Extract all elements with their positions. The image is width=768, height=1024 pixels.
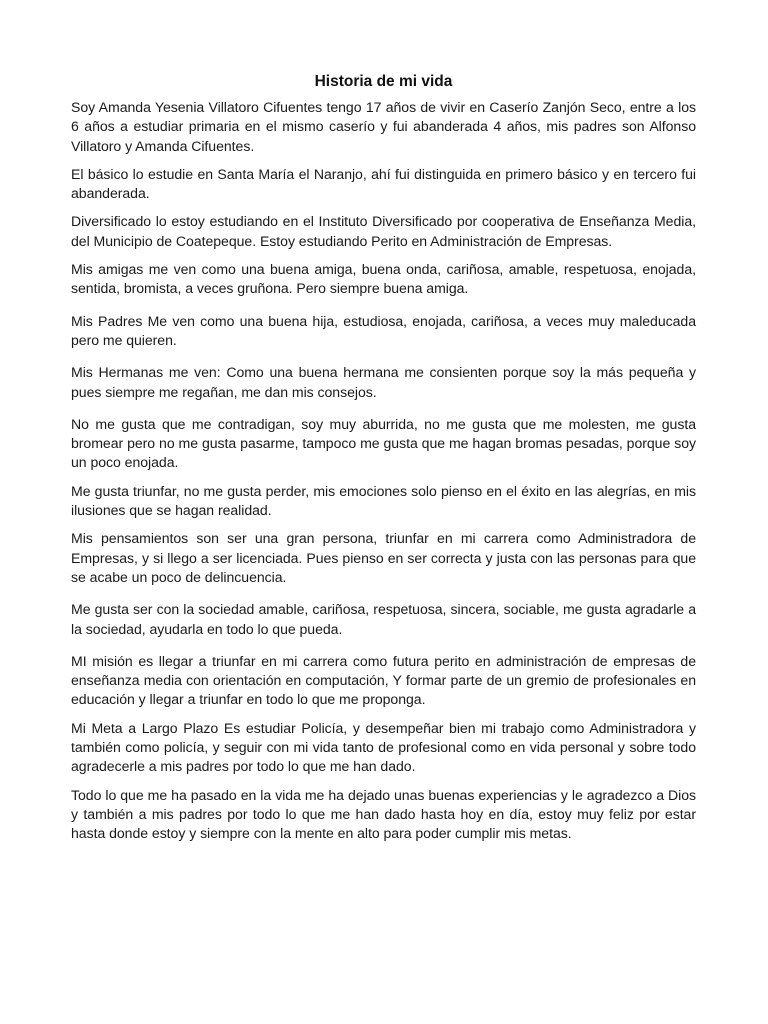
paragraph-sociedad: Me gusta ser con la sociedad amable, cariñosa, respetuosa, sincera, sociable, me gusta agradarle a la sociedad, ayudarla en todo lo que pueda. [71,601,696,637]
document-title: Historia de mi vida [314,73,453,90]
paragraph-pensamientos: Mis pensamientos son ser una gran persona, triunfar en mi carrera como Administradora de Empresas, y si llego a ser licenciada. Pues pienso en ser correcta y justa con las personas para que se acabe un poco de delincuencia. [71,530,696,585]
paragraph-triunfar: Me gusta triunfar, no me gusta perder, mis emociones solo pienso en el éxito en las alegrías, en mis ilusiones que se hagan realidad. [71,482,696,519]
paragraph-basico: El básico lo estudie en Santa María el Naranjo, ahí fui distinguida en primero básico y en tercero fui abanderada. [71,165,696,202]
paragraph-conclusion: Todo lo que me ha pasado en la vida me ha dejado unas buenas experiencias y le agradezco a Dios y también a mis padres por todo lo que me han dado hasta hoy en día, estoy muy feliz por estar hasta donde estoy y siempre con la mente en alto para poder cumplir mis metas. [71,786,696,842]
paragraph-diversificado: Diversificado lo estoy estudiando en el Instituto Diversificado por cooperativa de Enseñanza Media, del Municipio de Coatepeque. Estoy estudiando Perito en Administración de Empresas. [71,213,696,249]
paragraph-mision: MI misión es llegar a triunfar en mi carrera como futura perito en administración de empresas de enseñanza media con orientación en computación, Y formar parte de un gremio de profesionales en educación y llegar a triunfar en todo lo que me proponga. [71,652,696,708]
paragraph-no-me-gusta: No me gusta que me contradigan, soy muy aburrida, no me gusta que me molesten, me gusta bromear pero no me gusta pasarme, tampoco me gusta que me hagan bromas pesadas, porque soy un poco enojada. [71,415,696,471]
paragraph-intro: Soy Amanda Yesenia Villatoro Cifuentes tengo 17 años de vivir en Caserío Zanjón Seco, entre a los 6 años a estudiar primaria en el mismo caserío y fui abanderada 4 años, mis padres son Alfonso Villatoro y Amanda Cifuentes. [71,99,696,154]
paragraph-amigas: Mis amigas me ven como una buena amiga, buena onda, cariñosa, amable, respetuosa, enojada, sentida, bromista, a veces gruñona. Pero siempre buena amiga. [71,261,696,297]
paragraph-padres: Mis Padres Me ven como una buena hija, estudiosa, enojada, cariñosa, a veces muy maleducada pero me quieren. [71,312,696,348]
document-page [71,72,696,853]
paragraph-hermanas: Mis Hermanas me ven: Como una buena hermana me consienten porque soy la más pequeña y pues siempre me regañan, me dan mis consejos. [71,364,696,400]
paragraph-meta: Mi Meta a Largo Plazo Es estudiar Policía, y desempeñar bien mi trabajo como Administradora y también como policía, y seguir con mi vida tanto de profesional como en vida personal y sobre todo agradecerle a mis padres por todo lo que me han dado. [71,719,696,775]
